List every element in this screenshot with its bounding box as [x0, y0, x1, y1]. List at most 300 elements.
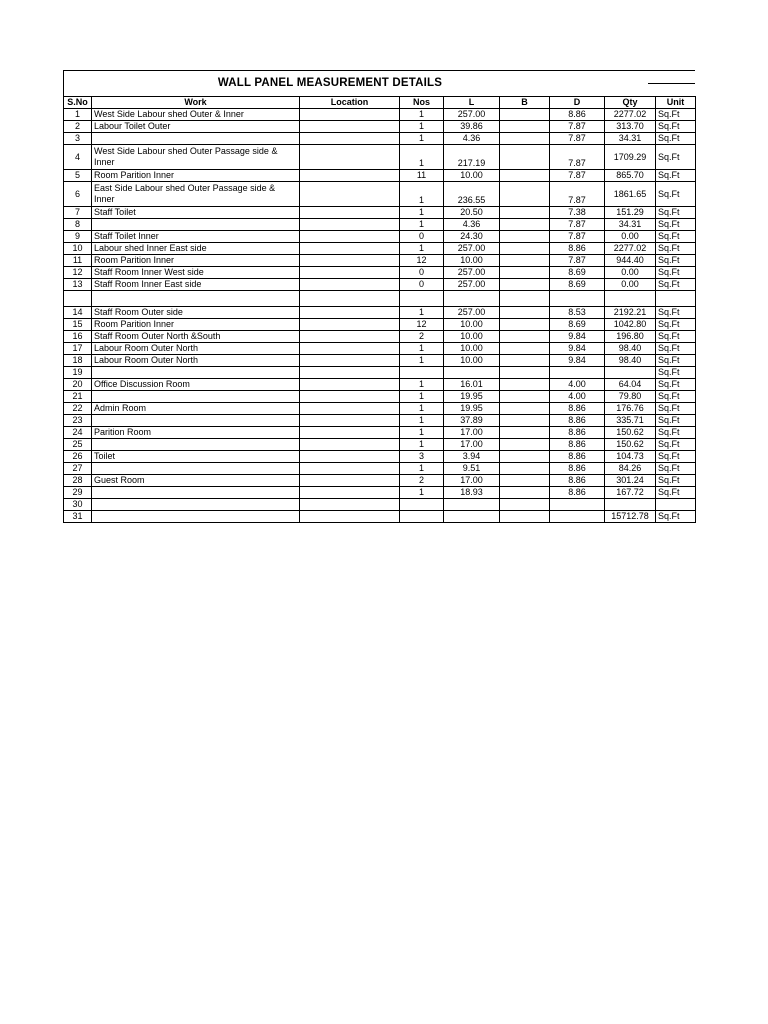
cell-qty: 0.00 [605, 231, 656, 243]
cell-b [500, 475, 550, 487]
cell-nos: 1 [400, 133, 444, 145]
cell-nos: 1 [400, 343, 444, 355]
cell-b [500, 451, 550, 463]
cell-d: 8.86 [550, 403, 605, 415]
cell-sno: 2 [64, 121, 92, 133]
cell-d: 8.69 [550, 319, 605, 331]
cell-location [300, 307, 400, 319]
cell-nos: 1 [400, 439, 444, 451]
cell-work [92, 499, 300, 511]
table-row [64, 463, 696, 475]
cell-unit: Sq.Ft [656, 109, 696, 121]
cell-l: 19.95 [444, 403, 500, 415]
cell-l: 4.36 [444, 219, 500, 231]
cell-nos: 11 [400, 170, 444, 182]
cell-nos: 1 [400, 109, 444, 121]
col-header-work: Work [92, 97, 300, 109]
cell-work [92, 291, 300, 307]
cell-d: 7.87 [550, 182, 605, 207]
cell-unit: Sq.Ft [656, 231, 696, 243]
table-row [64, 343, 696, 355]
cell-work: Staff Toilet [92, 207, 300, 219]
cell-b [500, 331, 550, 343]
cell-unit: Sq.Ft [656, 255, 696, 267]
cell-b [500, 170, 550, 182]
table-row [64, 451, 696, 463]
cell-b [500, 255, 550, 267]
cell-sno: 15 [64, 319, 92, 331]
cell-qty: 1709.29 [605, 145, 656, 170]
cell-work: Admin Room [92, 403, 300, 415]
cell-qty: 150.62 [605, 439, 656, 451]
cell-sno: 23 [64, 415, 92, 427]
cell-b [500, 121, 550, 133]
cell-sno: 29 [64, 487, 92, 499]
cell-work [92, 133, 300, 145]
cell-l: 10.00 [444, 343, 500, 355]
cell-d: 8.86 [550, 243, 605, 255]
table-row [64, 279, 696, 291]
cell-d [550, 511, 605, 523]
cell-nos: 12 [400, 255, 444, 267]
cell-l: 37.89 [444, 415, 500, 427]
cell-work: Labour Toilet Outer [92, 121, 300, 133]
cell-b [500, 182, 550, 207]
cell-l: 257.00 [444, 279, 500, 291]
cell-unit: Sq.Ft [656, 367, 696, 379]
cell-sno: 10 [64, 243, 92, 255]
cell-location [300, 403, 400, 415]
cell-l: 257.00 [444, 243, 500, 255]
table-row [64, 219, 696, 231]
cell-qty: 2277.02 [605, 109, 656, 121]
cell-l: 39.86 [444, 121, 500, 133]
cell-b [500, 219, 550, 231]
cell-b [500, 403, 550, 415]
cell-b [500, 367, 550, 379]
cell-unit [656, 291, 696, 307]
cell-nos: 1 [400, 207, 444, 219]
cell-location [300, 355, 400, 367]
cell-b [500, 319, 550, 331]
table-row [64, 231, 696, 243]
cell-sno: 11 [64, 255, 92, 267]
cell-location [300, 243, 400, 255]
table-body [64, 109, 696, 523]
cell-unit: Sq.Ft [656, 475, 696, 487]
cell-sno: 17 [64, 343, 92, 355]
col-header-sno: S.No [64, 97, 92, 109]
cell-b [500, 307, 550, 319]
cell-sno: 13 [64, 279, 92, 291]
title-rule [648, 83, 695, 84]
table-row [64, 427, 696, 439]
cell-nos: 1 [400, 182, 444, 207]
cell-l [444, 291, 500, 307]
cell-unit: Sq.Ft [656, 319, 696, 331]
cell-work: Staff Room Inner East side [92, 279, 300, 291]
cell-location [300, 255, 400, 267]
cell-location [300, 463, 400, 475]
cell-unit: Sq.Ft [656, 219, 696, 231]
cell-nos: 12 [400, 319, 444, 331]
cell-b [500, 355, 550, 367]
cell-nos: 1 [400, 427, 444, 439]
cell-work [92, 415, 300, 427]
cell-work: Labour Room Outer North [92, 343, 300, 355]
cell-qty: 167.72 [605, 487, 656, 499]
cell-work: Office Discussion Room [92, 379, 300, 391]
cell-nos [400, 499, 444, 511]
cell-nos: 1 [400, 463, 444, 475]
cell-b [500, 109, 550, 121]
cell-qty [605, 367, 656, 379]
cell-unit: Sq.Ft [656, 487, 696, 499]
cell-sno: 5 [64, 170, 92, 182]
cell-nos: 0 [400, 279, 444, 291]
cell-qty: 34.31 [605, 133, 656, 145]
col-header-qty: Qty [605, 97, 656, 109]
cell-d: 9.84 [550, 355, 605, 367]
cell-unit: Sq.Ft [656, 207, 696, 219]
cell-nos: 1 [400, 403, 444, 415]
cell-unit: Sq.Ft [656, 133, 696, 145]
cell-unit: Sq.Ft [656, 121, 696, 133]
header-row [64, 97, 696, 109]
cell-unit: Sq.Ft [656, 415, 696, 427]
cell-location [300, 207, 400, 219]
cell-work: West Side Labour shed Outer Passage side & Inner [92, 145, 300, 170]
cell-d: 7.87 [550, 231, 605, 243]
cell-qty: 313.70 [605, 121, 656, 133]
cell-b [500, 487, 550, 499]
cell-qty: 196.80 [605, 331, 656, 343]
col-header-nos: Nos [400, 97, 444, 109]
cell-d: 8.69 [550, 279, 605, 291]
cell-qty: 15712.78 [605, 511, 656, 523]
table-row [64, 355, 696, 367]
cell-work [92, 439, 300, 451]
table-row [64, 391, 696, 403]
cell-work: Room Parition Inner [92, 170, 300, 182]
cell-nos: 1 [400, 219, 444, 231]
cell-sno: 8 [64, 219, 92, 231]
cell-work: West Side Labour shed Outer & Inner [92, 109, 300, 121]
table-row [64, 170, 696, 182]
cell-nos: 1 [400, 121, 444, 133]
cell-unit: Sq.Ft [656, 145, 696, 170]
cell-d: 7.87 [550, 133, 605, 145]
cell-l: 257.00 [444, 307, 500, 319]
cell-l: 17.00 [444, 439, 500, 451]
cell-l: 18.93 [444, 487, 500, 499]
cell-d: 7.87 [550, 255, 605, 267]
cell-d: 7.87 [550, 219, 605, 231]
table-row [64, 145, 696, 170]
cell-qty: 865.70 [605, 170, 656, 182]
cell-qty: 176.76 [605, 403, 656, 415]
cell-work: Staff Room Inner West side [92, 267, 300, 279]
table-row [64, 379, 696, 391]
cell-d: 8.86 [550, 463, 605, 475]
cell-nos: 2 [400, 331, 444, 343]
cell-location [300, 133, 400, 145]
table-row [64, 331, 696, 343]
cell-d: 4.00 [550, 379, 605, 391]
cell-location [300, 427, 400, 439]
cell-location [300, 415, 400, 427]
table-row [64, 243, 696, 255]
cell-l: 10.00 [444, 319, 500, 331]
cell-b [500, 343, 550, 355]
table-row [64, 415, 696, 427]
table-row [64, 475, 696, 487]
cell-b [500, 145, 550, 170]
cell-qty: 151.29 [605, 207, 656, 219]
cell-unit: Sq.Ft [656, 511, 696, 523]
cell-location [300, 279, 400, 291]
table-row [64, 182, 696, 207]
cell-unit: Sq.Ft [656, 331, 696, 343]
cell-location [300, 475, 400, 487]
cell-l: 10.00 [444, 331, 500, 343]
cell-d: 8.86 [550, 439, 605, 451]
cell-qty: 1861.65 [605, 182, 656, 207]
cell-unit: Sq.Ft [656, 379, 696, 391]
cell-nos: 1 [400, 379, 444, 391]
cell-d: 9.84 [550, 343, 605, 355]
cell-sno: 21 [64, 391, 92, 403]
cell-sno: 3 [64, 133, 92, 145]
cell-sno: 31 [64, 511, 92, 523]
cell-b [500, 279, 550, 291]
cell-work: Toilet [92, 451, 300, 463]
cell-b [500, 391, 550, 403]
cell-work: East Side Labour shed Outer Passage side & Inner [92, 182, 300, 207]
table-row [64, 319, 696, 331]
cell-l: 17.00 [444, 427, 500, 439]
cell-d: 8.69 [550, 267, 605, 279]
cell-d: 7.87 [550, 170, 605, 182]
cell-work: Labour Room Outer North [92, 355, 300, 367]
cell-sno: 12 [64, 267, 92, 279]
cell-d: 8.86 [550, 475, 605, 487]
cell-d: 8.86 [550, 109, 605, 121]
cell-b [500, 243, 550, 255]
cell-location [300, 291, 400, 307]
cell-l: 17.00 [444, 475, 500, 487]
cell-sno: 24 [64, 427, 92, 439]
cell-sno: 1 [64, 109, 92, 121]
title-row [63, 70, 695, 96]
table-row [64, 403, 696, 415]
cell-qty: 98.40 [605, 343, 656, 355]
table-row [64, 487, 696, 499]
cell-d: 7.38 [550, 207, 605, 219]
cell-b [500, 379, 550, 391]
cell-l: 24.30 [444, 231, 500, 243]
col-header-b: B [500, 97, 550, 109]
cell-nos: 1 [400, 243, 444, 255]
cell-location [300, 121, 400, 133]
cell-l: 16.01 [444, 379, 500, 391]
cell-d: 7.87 [550, 145, 605, 170]
cell-l: 10.00 [444, 255, 500, 267]
cell-location [300, 499, 400, 511]
table-row [64, 367, 696, 379]
cell-l: 20.50 [444, 207, 500, 219]
cell-nos [400, 367, 444, 379]
cell-sno: 28 [64, 475, 92, 487]
cell-sno: 22 [64, 403, 92, 415]
cell-location [300, 391, 400, 403]
cell-qty: 2277.02 [605, 243, 656, 255]
cell-qty: 2192.21 [605, 307, 656, 319]
cell-l [444, 367, 500, 379]
cell-nos: 1 [400, 145, 444, 170]
cell-qty: 79.80 [605, 391, 656, 403]
cell-unit: Sq.Ft [656, 243, 696, 255]
table-row [64, 255, 696, 267]
cell-location [300, 219, 400, 231]
cell-sno [64, 291, 92, 307]
cell-nos: 1 [400, 307, 444, 319]
cell-location [300, 367, 400, 379]
cell-b [500, 499, 550, 511]
measurement-table [63, 96, 696, 523]
cell-l: 9.51 [444, 463, 500, 475]
cell-work [92, 487, 300, 499]
cell-sno: 26 [64, 451, 92, 463]
sheet-title: WALL PANEL MEASUREMENT DETAILS [217, 77, 443, 89]
col-header-unit: Unit [656, 97, 696, 109]
cell-location [300, 170, 400, 182]
cell-unit: Sq.Ft [656, 182, 696, 207]
cell-nos [400, 291, 444, 307]
cell-nos [400, 511, 444, 523]
cell-qty: 98.40 [605, 355, 656, 367]
cell-l [444, 511, 500, 523]
cell-nos: 2 [400, 475, 444, 487]
cell-d [550, 499, 605, 511]
cell-location [300, 109, 400, 121]
cell-unit: Sq.Ft [656, 343, 696, 355]
cell-work [92, 463, 300, 475]
measurement-sheet [63, 70, 695, 523]
cell-b [500, 207, 550, 219]
table-row [64, 307, 696, 319]
cell-qty: 0.00 [605, 267, 656, 279]
cell-qty: 301.24 [605, 475, 656, 487]
cell-location [300, 451, 400, 463]
cell-nos: 1 [400, 355, 444, 367]
cell-location [300, 319, 400, 331]
cell-d: 7.87 [550, 121, 605, 133]
table-row [64, 267, 696, 279]
cell-d [550, 367, 605, 379]
cell-d: 8.53 [550, 307, 605, 319]
cell-sno: 27 [64, 463, 92, 475]
cell-l: 3.94 [444, 451, 500, 463]
cell-location [300, 511, 400, 523]
cell-location [300, 267, 400, 279]
table-row [64, 439, 696, 451]
cell-work [92, 511, 300, 523]
cell-b [500, 463, 550, 475]
cell-qty [605, 499, 656, 511]
cell-l: 19.95 [444, 391, 500, 403]
cell-sno: 4 [64, 145, 92, 170]
cell-b [500, 439, 550, 451]
cell-location [300, 182, 400, 207]
cell-l: 217.19 [444, 145, 500, 170]
cell-sno: 14 [64, 307, 92, 319]
cell-sno: 9 [64, 231, 92, 243]
table-row [64, 207, 696, 219]
table-row [64, 499, 696, 511]
cell-b [500, 415, 550, 427]
cell-qty: 944.40 [605, 255, 656, 267]
cell-l: 257.00 [444, 109, 500, 121]
cell-location [300, 231, 400, 243]
cell-sno: 19 [64, 367, 92, 379]
cell-b [500, 511, 550, 523]
cell-qty [605, 291, 656, 307]
cell-work: Labour shed Inner East side [92, 243, 300, 255]
cell-nos: 1 [400, 391, 444, 403]
cell-sno: 20 [64, 379, 92, 391]
table-row [64, 133, 696, 145]
cell-l: 10.00 [444, 355, 500, 367]
cell-work: Staff Room Outer side [92, 307, 300, 319]
cell-location [300, 331, 400, 343]
cell-location [300, 343, 400, 355]
cell-b [500, 133, 550, 145]
cell-unit: Sq.Ft [656, 267, 696, 279]
cell-qty: 335.71 [605, 415, 656, 427]
cell-d: 9.84 [550, 331, 605, 343]
cell-nos: 1 [400, 487, 444, 499]
cell-l: 4.36 [444, 133, 500, 145]
cell-l: 236.55 [444, 182, 500, 207]
cell-unit: Sq.Ft [656, 463, 696, 475]
cell-nos: 0 [400, 267, 444, 279]
cell-sno: 16 [64, 331, 92, 343]
cell-d: 8.86 [550, 415, 605, 427]
cell-l: 10.00 [444, 170, 500, 182]
cell-b [500, 427, 550, 439]
cell-qty: 64.04 [605, 379, 656, 391]
cell-d: 8.86 [550, 487, 605, 499]
cell-location [300, 379, 400, 391]
cell-sno: 30 [64, 499, 92, 511]
cell-nos: 3 [400, 451, 444, 463]
cell-work: Room Parition Inner [92, 255, 300, 267]
cell-qty: 34.31 [605, 219, 656, 231]
cell-unit: Sq.Ft [656, 403, 696, 415]
cell-qty: 1042.80 [605, 319, 656, 331]
col-header-l: L [444, 97, 500, 109]
cell-sno: 6 [64, 182, 92, 207]
cell-nos: 0 [400, 231, 444, 243]
cell-l: 257.00 [444, 267, 500, 279]
table-row [64, 109, 696, 121]
cell-sno: 25 [64, 439, 92, 451]
cell-work: Staff Toilet Inner [92, 231, 300, 243]
cell-unit: Sq.Ft [656, 307, 696, 319]
cell-unit: Sq.Ft [656, 391, 696, 403]
cell-location [300, 487, 400, 499]
